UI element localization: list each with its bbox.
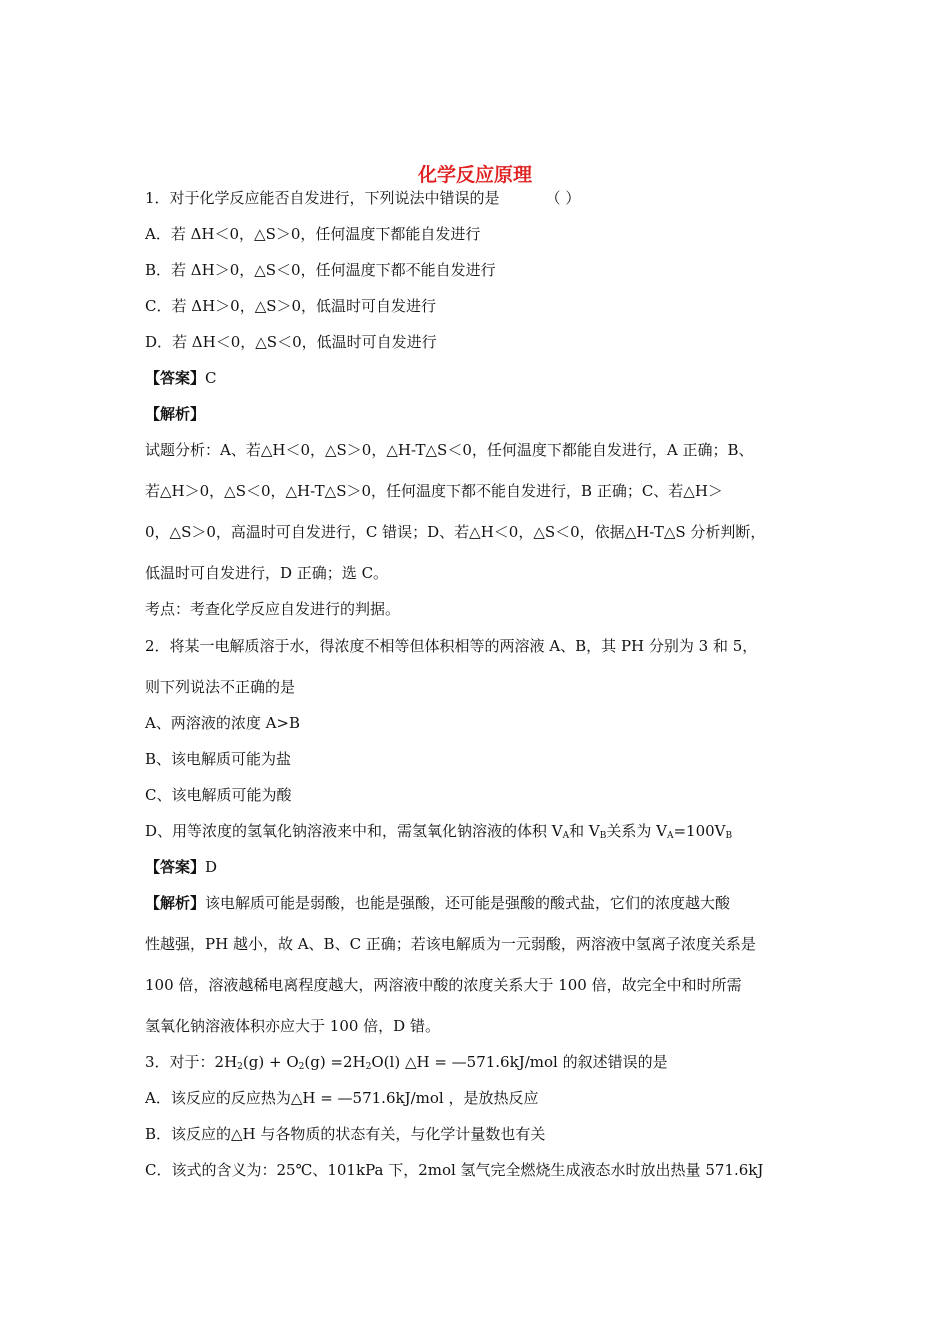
q2-option-d-text: 关系为 V [606,822,667,840]
subscript: 2 [298,1062,305,1072]
q3-stem-text: (g) =2H [304,1053,366,1071]
q2-option-b: B、该电解质可能为盐 [145,750,292,768]
q1-answer-mark: 【答案】 [145,369,206,387]
q2-option-d-text: 和 V [569,822,600,840]
q1-point: 考点：考查化学反应自发进行的判据。 [145,600,401,618]
q2-analysis-line: 性越强，PH 越小，故 A、B、C 正确；若该电解质为一元弱酸，两溶液中氢离子浓度关系是 [145,935,756,953]
q1-analysis-line: 0，△S＞0，高温时可自发进行，C 错误；D、若△H＜0，△S＜0，依据△H-T△S 分析判断， [145,523,766,541]
q2-stem-line: 则下列说法不正确的是 [145,678,296,696]
q2-stem-line: 2．将某一电解质溶于水，得浓度不相等但体积相等的两溶液 A、B，其 PH 分别为 3 和 5， [145,637,758,655]
q1-analysis-mark: 【解析】 [145,405,206,423]
q1-analysis-line: 低温时可自发进行，D 正确；选 C。 [145,564,389,582]
q1-answer [145,368,830,388]
q2-analysis-line: 该电解质可能是弱酸，也能是强酸，还可能是强酸的酸式盐，它们的浓度越大酸 [205,894,731,912]
q2-option-d [145,821,830,841]
q3-stem-text: 3．对于：2H [145,1053,238,1071]
q2-option-d-text: D、用等浓度的氢氧化钠溶液来中和，需氢氧化钠溶液的体积 V [145,822,563,840]
q3-option-b: B．该反应的△H 与各物质的状态有关，与化学计量数也有关 [145,1125,546,1143]
q2-answer-mark: 【答案】 [145,858,206,876]
subscript: A [562,831,570,841]
q2-analysis-line: 氢氧化钠溶液体积亦应大于 100 倍，D 错。 [145,1017,440,1035]
q1-answer-value: C [205,369,217,387]
subscript: B [599,831,607,841]
q3-stem-text: O(l) △H = —571.6kJ/mol 的叙述错误的是 [371,1053,668,1071]
q1-stem [145,188,830,208]
q1-option-d: D．若 ΔH＜0，△S＜0，低温时可自发进行 [145,333,437,351]
q2-analysis-line: 100 倍，溶液越稀电离程度越大，两溶液中酸的浓度关系大于 100 倍，故完全中和时所需 [145,976,742,994]
q3-option-a: A．该反应的反应热为△H = —571.6kJ/mol ，是放热反应 [145,1089,539,1107]
q3-stem-text: (g) + O [242,1053,299,1071]
subscript: 2 [365,1062,372,1072]
q2-option-d-text: =100V [673,822,726,840]
page-title: 化学反应原理 [417,164,532,186]
q2-analysis-first [145,893,830,913]
q1-option-c: C．若 ΔH＞0，△S＞0，低温时可自发进行 [145,297,437,315]
q3-option-c: C．该式的含义为：25℃、101kPa 下，2mol 氢气完全燃烧生成液态水时放出热量 571.6kJ [145,1161,764,1179]
q3-stem [145,1052,830,1072]
subscript: B [725,831,733,841]
q1-analysis-line: 若△H＞0，△S＜0，△H-T△S＞0，任何温度下都不能自发进行，B 正确；C、若△H＞ [145,482,723,500]
q2-option-c: C、该电解质可能为酸 [145,786,292,804]
q1-option-a: A．若 ΔH＜0，△S＞0，任何温度下都能自发进行 [145,225,481,243]
q1-stem-text: 1．对于化学反应能否自发进行，下列说法中错误的是 [145,189,500,207]
q2-option-a: A、两溶液的浓度 A>B [145,714,301,732]
q2-answer [145,857,830,877]
q1-analysis-line: 试题分析：A、若△H＜0，△S＞0，△H-T△S＜0，任何温度下都能自发进行，A 正确；B、 [145,441,754,459]
subscript: 2 [237,1062,243,1072]
q1-option-b: B．若 ΔH＞0，△S＜0，任何温度下都不能自发进行 [145,261,496,279]
q2-analysis-mark: 【解析】 [145,894,206,912]
q2-answer-value: D [205,858,218,876]
subscript: A [666,831,674,841]
q1-answer-bracket: （ ） [545,189,581,207]
